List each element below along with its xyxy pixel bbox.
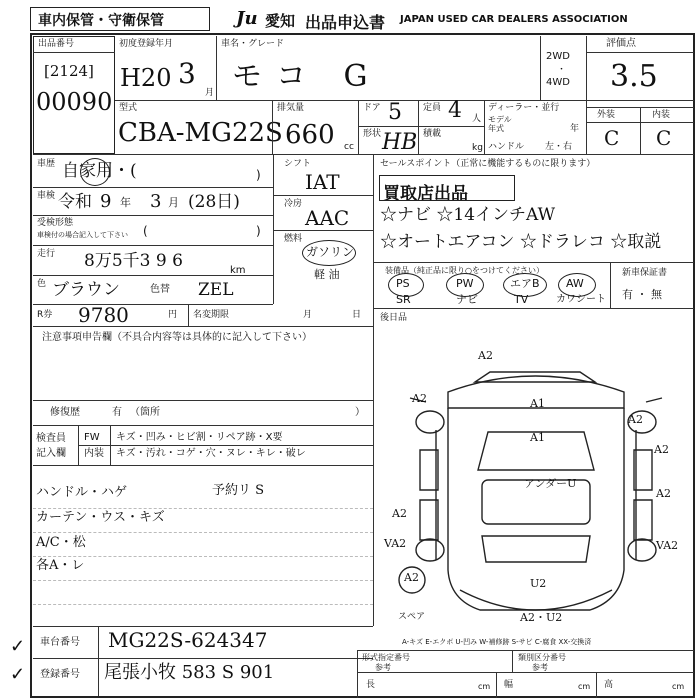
mark-a1-roof: A1 — [530, 431, 545, 444]
first-reg-era-year: H20 — [120, 64, 172, 92]
equipment-ps: PS — [396, 277, 410, 290]
repair-location: （箇所 — [130, 407, 160, 418]
inspection-month: 3 — [150, 191, 162, 212]
month-unit: 月 — [205, 88, 215, 98]
plate-value: 尾張小牧 583 S 901 — [104, 662, 275, 683]
cooling: AAC — [305, 206, 350, 230]
displacement-label: 排気量 — [277, 103, 305, 113]
color-change-label: 色替 — [150, 284, 170, 295]
load-unit: kg — [472, 143, 483, 153]
capacity-unit: 人 — [472, 114, 482, 124]
model-label: 型式 — [119, 103, 138, 113]
mark-a1-hood: A1 — [530, 397, 545, 410]
inspection-year-unit: 年 — [120, 196, 131, 209]
mark-a2-right-door: A2 — [656, 487, 671, 500]
name-change-month: 月 — [303, 310, 313, 320]
equipment-ps-circle — [388, 273, 424, 297]
mark-under: アンダーU — [524, 477, 577, 490]
warranty-options: 有 ・ 無 — [622, 288, 662, 301]
receipt-label: 受検形態 — [37, 218, 74, 228]
remark-right: 予約リ S — [212, 483, 265, 498]
displacement-unit: cc — [344, 142, 354, 152]
capacity: 4 — [448, 98, 462, 123]
mark-a2-top: A2 — [478, 349, 493, 362]
name-change-label: 名変期限 — [193, 310, 230, 320]
mark-a2-left: A2 — [412, 392, 427, 405]
mark-va2-left: VA2 — [384, 537, 407, 550]
car-diagram — [380, 340, 690, 640]
mileage-label: 走行 — [37, 249, 56, 259]
sales-line-1: ☆ナビ ☆14インチAW — [380, 205, 556, 225]
doors: 5 — [388, 100, 402, 125]
history-close: ) — [256, 168, 261, 182]
fw-label: FW — [84, 432, 100, 443]
exterior-label: 外装 — [597, 110, 616, 120]
first-reg-label: 初度登録年月 — [119, 39, 174, 49]
cooling-label: 冷房 — [284, 199, 303, 209]
plate-label: 登録番号 — [40, 669, 80, 680]
warranty-label: 新車保証書 — [622, 268, 668, 278]
form-code-ref: 参考 — [375, 663, 391, 672]
capacity-label: 定員 — [423, 103, 442, 113]
lot-label: 出品番号 — [38, 39, 75, 49]
fuel-gas-circle — [302, 240, 356, 266]
equipment-pw-circle — [446, 273, 484, 297]
equipment-sr: SR — [396, 293, 411, 306]
width-unit: cm — [578, 682, 591, 691]
sales-points-label: セールスポイント（正常に機能するものに限ります） — [380, 159, 596, 169]
remark-4: 各A・レ — [36, 558, 85, 573]
history-label: 車歴 — [37, 159, 56, 169]
shift: IAT — [305, 170, 340, 194]
interior-grade: C — [656, 126, 672, 150]
inspection-day: (28日) — [188, 192, 240, 212]
lot-number: 00090 — [36, 88, 113, 116]
shape-label: 形状 — [363, 129, 382, 139]
shape: HB — [382, 130, 418, 155]
mark-a2-right-mid: A2 — [654, 443, 669, 456]
mileage-unit: km — [230, 265, 246, 276]
inspection-year: 9 — [100, 191, 112, 212]
form-code-label: 形式指定番号 — [362, 653, 410, 662]
remark-1: ハンドル・ハゲ — [36, 485, 128, 500]
color-label: 色 — [37, 279, 47, 289]
repair-label: 修復歴 — [50, 407, 80, 418]
name-grade: モコ G — [232, 59, 382, 94]
spare-label: スペア — [398, 612, 426, 622]
equipment-aw: AW — [566, 277, 584, 290]
repair-close: ） — [355, 407, 365, 418]
mark-a2-left-door: A2 — [392, 507, 407, 520]
buyer-title: 買取店出品 — [383, 184, 468, 204]
receipt-note: 車検付の場合記入して下さい — [37, 231, 128, 239]
recycle-unit: 円 — [168, 310, 178, 320]
inspection-month-unit: 月 — [168, 196, 179, 209]
fw-items: キズ・凹み・ヒビ割・リペア跡・X要 — [116, 432, 283, 443]
receipt-close: ) — [256, 224, 261, 238]
equipment-tv: TV — [514, 293, 529, 306]
drive-dot: ・ — [557, 65, 567, 75]
inspector-interior-label: 内装 — [84, 448, 104, 459]
color: ブラウン — [52, 280, 120, 300]
score-label: 評価点 — [606, 38, 636, 49]
name-change-day: 日 — [352, 310, 362, 320]
fuel-gas: ガソリン — [306, 245, 355, 259]
inspection-era: 令和 — [58, 192, 92, 212]
chassis-check: ✓ — [10, 636, 26, 657]
score: 3.5 — [610, 59, 658, 94]
exterior-grade: C — [604, 126, 620, 150]
doors-label: ドア — [363, 103, 381, 113]
private-use-circle — [80, 158, 110, 186]
org-name: 愛知 — [265, 12, 296, 30]
color-code: ZEL — [198, 280, 234, 300]
interior-label: 内装 — [652, 110, 671, 120]
dealer-label: ディーラー・並行 — [488, 103, 560, 113]
equipment-airbag-circle — [503, 273, 547, 297]
length-label: 長 — [366, 680, 376, 690]
model-year-label-2: 年式 — [488, 124, 504, 133]
mark-va2-right: VA2 — [656, 539, 679, 552]
remark-3: A/C・松 — [36, 535, 86, 550]
sales-line-2: ☆オートエアコン ☆ドラレコ ☆取説 — [380, 232, 662, 252]
history-value: 自家用・( — [62, 161, 137, 181]
damage-legend: A-キズ E-エクボ U-凹み W-補修跡 S-サビ C-腐食 XX-交換済 — [402, 638, 592, 646]
logo-mark: Ju — [236, 8, 258, 29]
mark-u2-rear: U2 — [530, 577, 547, 590]
category-label: 類別区分番号 — [518, 653, 566, 662]
recycle-label: R券 — [37, 310, 53, 320]
mark-a2-left-rear: A2 — [404, 571, 419, 584]
name-grade-label: 車名・グレード — [221, 39, 285, 49]
buyer-title-box — [379, 175, 515, 201]
width-label: 幅 — [504, 680, 514, 690]
repair-value: 有 — [112, 407, 122, 418]
equipment-airbag: エアB — [510, 277, 540, 290]
drive-4wd: 4WD — [546, 77, 570, 88]
fuel-label: 燃料 — [284, 234, 303, 244]
equipment-label: 装備品（純正品に限り○をつけてください） — [385, 266, 544, 275]
handle-label: ハンドル — [488, 142, 525, 152]
load-label: 積載 — [423, 129, 442, 139]
model-year-label-1: モデル — [488, 115, 512, 124]
mark-a2-u2-bumper: A2・U2 — [520, 611, 563, 624]
mark-a2-right-front: A2 — [628, 413, 643, 426]
interior-items: キズ・汚れ・コゲ・穴・ヌレ・キレ・破レ — [116, 448, 306, 459]
aftermarket-label: 後日品 — [380, 313, 408, 323]
shift-label: シフト — [284, 159, 312, 169]
form-title: 出品申込書 — [305, 13, 386, 32]
year-unit: 年 — [570, 124, 580, 134]
drive-2wd: 2WD — [546, 51, 570, 62]
height-label: 高 — [604, 680, 614, 690]
org-english: JAPAN USED CAR DEALERS ASSOCIATION — [400, 14, 628, 25]
category-ref: 参考 — [532, 663, 548, 672]
displacement: 660 — [285, 120, 335, 150]
equipment-seat: カワシート — [556, 294, 606, 305]
inspector-label-1: 検査員 — [36, 433, 66, 444]
plate-check: ✓ — [10, 664, 26, 685]
first-reg-month: 3 — [178, 57, 196, 90]
mileage: 8万5千3 9 6 — [84, 251, 183, 271]
remark-2: カーテン・ウス・キズ — [36, 510, 165, 525]
storage-badge: 車内保管・守衛保管 — [38, 13, 164, 29]
inspector-label-2: 記入欄 — [36, 448, 66, 459]
chassis-value: MG22S-624347 — [108, 628, 268, 652]
chassis-label: 車台番号 — [40, 637, 80, 648]
handle-options: 左・右 — [545, 142, 573, 152]
equipment-aw-circle — [558, 273, 596, 297]
length-unit: cm — [478, 682, 491, 691]
lot-sub-number: [2124] — [44, 62, 94, 80]
declaration-label: 注意事項申告欄（不具合内容等は具体的に記入して下さい） — [42, 332, 312, 343]
inspection-label: 車検 — [37, 191, 56, 201]
equipment-pw: PW — [456, 277, 474, 290]
receipt-value: ( — [143, 224, 148, 238]
height-unit: cm — [672, 682, 685, 691]
recycle: 9780 — [78, 303, 129, 327]
fuel-diesel: 軽 油 — [314, 268, 340, 281]
equipment-navi: ナビ — [456, 293, 478, 306]
model: CBA-MG22S — [118, 118, 283, 148]
